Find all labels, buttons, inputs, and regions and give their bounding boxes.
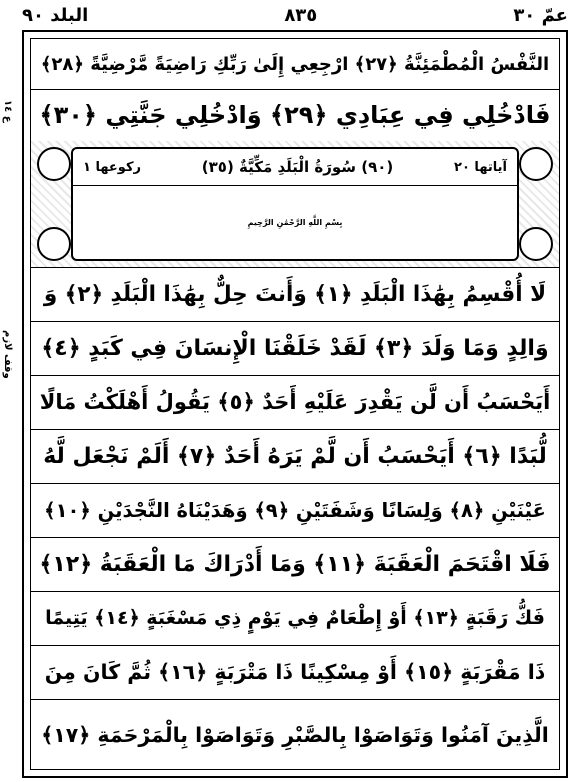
verse-text: فَادْخُلِي فِي عِبَادِي ﴿٢٩﴾ وَادْخُلِي جَنَّتِي ﴿٣٠﴾ xyxy=(39,101,551,129)
verse-line xyxy=(31,699,559,771)
verse-text: لَا أُقْسِمُ بِهَٰذَا الْبَلَدِ ﴿١﴾ وَأَنتَ حِلٌّ بِهَٰذَا الْبَلَدِ ﴿٢﴾ وَ xyxy=(43,281,547,307)
verse-line xyxy=(31,483,559,538)
verse-text: عَيْنَيْنِ ﴿٨﴾ وَلِسَانًا وَشَفَتَيْنِ ﴿٩﴾ وَهَدَيْنَاهُ النَّجْدَيْنِ ﴿١٠﴾ xyxy=(44,498,546,522)
verse-text: الَّذِينَ آمَنُوا وَتَوَاصَوْا بِالصَّبْرِ وَتَوَاصَوْا بِالْمَرْحَمَةِ ﴿١٧﴾ xyxy=(41,723,549,747)
ornament-icon xyxy=(37,227,71,261)
verse-text: فَلَا اقْتَحَمَ الْعَقَبَةَ ﴿١١﴾ وَمَا أَدْرَاكَ مَا الْعَقَبَةُ ﴿١٢﴾ xyxy=(39,551,551,577)
verse-text: ذَا مَقْرَبَةٍ ﴿١٥﴾ أَوْ مِسْكِينًا ذَا مَتْرَبَةٍ ﴿١٦﴾ ثُمَّ كَانَ مِنَ xyxy=(44,660,546,684)
page-frame xyxy=(22,30,568,778)
ornament-icon xyxy=(519,227,553,261)
surah-title: (٩٠) سُورَةُ الْبَلَدِ مَكِّيَّةٌ (٣٥) xyxy=(201,158,394,176)
verse-line xyxy=(31,267,559,322)
verse-line xyxy=(31,591,559,646)
juz-header: عمّ ٣٠ xyxy=(513,4,568,26)
verse-line xyxy=(31,429,559,484)
surah-name-header: البلد ٩٠ xyxy=(22,4,89,26)
surah-banner xyxy=(31,141,559,268)
page-header xyxy=(22,2,568,28)
ornament-icon xyxy=(37,147,71,181)
surah-ayat-count: آياتها ٢٠ xyxy=(454,159,507,175)
surah-header-box xyxy=(71,147,519,261)
surah-info-row xyxy=(73,149,517,186)
surah-ruku-count: ركوعها ١ xyxy=(83,159,142,175)
ruku-marker: ع ١٤ xyxy=(2,100,13,123)
verse-text: وَالِدٍ وَمَا وَلَدَ ﴿٣﴾ لَقَدْ خَلَقْنَا الْإِنسَانَ فِي كَبَدٍ ﴿٤﴾ xyxy=(41,335,549,361)
text-area xyxy=(30,38,560,770)
verse-text: فَكُّ رَقَبَةٍ ﴿١٣﴾ أَوْ إِطْعَامٌ فِي يَوْمٍ ذِي مَسْغَبَةٍ ﴿١٤﴾ يَتِيمًا xyxy=(45,607,545,629)
verse-line xyxy=(31,537,559,592)
verse-line xyxy=(31,375,559,430)
verse-line xyxy=(31,645,559,700)
page-number: ٨٣٥ xyxy=(284,4,318,26)
verse-line xyxy=(31,321,559,376)
verse-text: لُّبَدًا ﴿٦﴾ أَيَحْسَبُ أَن لَّمْ يَرَهُ أَحَدٌ ﴿٧﴾ أَلَمْ نَجْعَل لَّهُ xyxy=(43,443,547,469)
verse-line xyxy=(31,39,559,90)
verse-text: النَّفْسُ الْمُطْمَئِنَّةُ ﴿٢٧﴾ ارْجِعِي إِلَىٰ رَبِّكِ رَاضِيَةً مَّرْضِيَّةً ﴿٢٨﴾ xyxy=(40,53,550,75)
verse-text: أَيَحْسَبُ أَن لَّن يَقْدِرَ عَلَيْهِ أَحَدٌ ﴿٥﴾ يَقُولُ أَهْلَكْتُ مَالًا xyxy=(39,390,551,414)
bismillah: بِسْمِ اللَّهِ الرَّحْمَٰنِ الرَّحِيمِ xyxy=(247,217,343,227)
waqf-note: وقف لازم xyxy=(2,330,13,379)
verse-line xyxy=(31,89,559,142)
ornament-icon xyxy=(519,147,553,181)
